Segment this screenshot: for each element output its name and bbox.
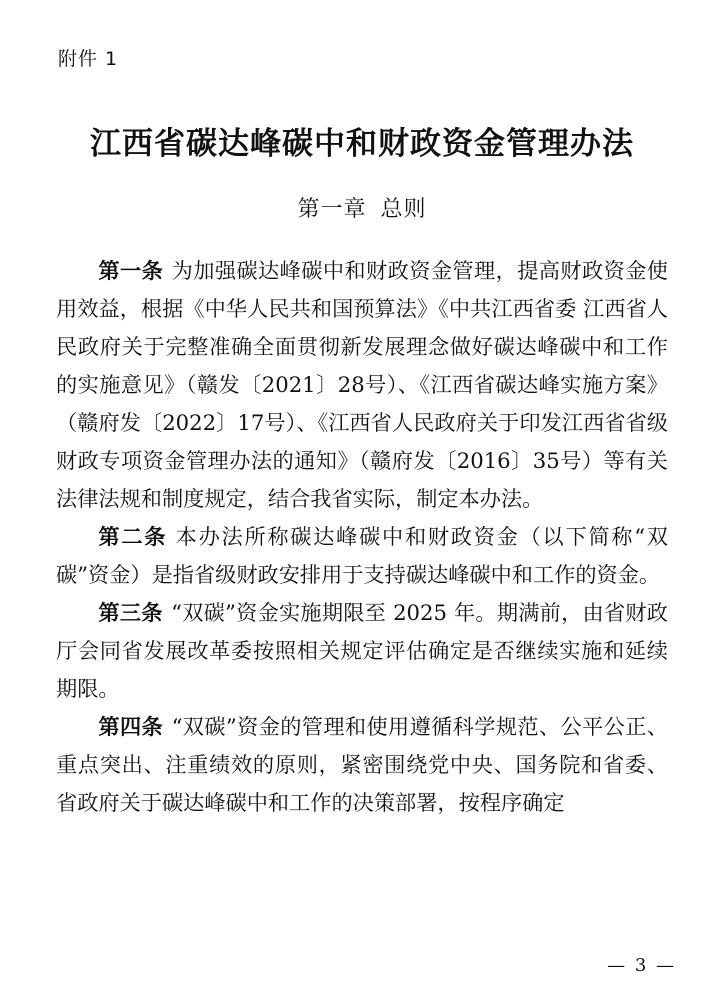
- chapter-number: 第一章: [297, 197, 367, 222]
- article-1-text: 为加强碳达峰碳中和财政资金管理，提高财政资金使用效益，根据《中华人民共和国预算法》《中共江西省委 江西省人民政府关于完整准确全面贯彻新发展理念做好碳达峰碳中和工作的实施意见》（赣发〔2021〕28号）、《江西省碳达峰实施方案》（赣府发〔2022〕17号）、《江西省人民政府关于印发江西省省级财政专项资金管理办法的通知》（赣府发〔2016〕35号）等有关法律法规和制度规定，结合我省实际，制定本办法。: [56, 258, 668, 511]
- article-4-text: “双碳”资金的管理和使用遵循科学规范、公平公正、重点突出、注重绩效的原则，紧密围绕党中央、国务院和省委、省政府关于碳达峰碳中和工作的决策部署，按程序确定: [56, 714, 668, 815]
- article-3-text: “双碳”资金实施期限至 2025 年。期满前，由省财政厅会同省发展改革委按照相关规定评估确定是否继续实施和延续期限。: [56, 600, 668, 701]
- article-2-label: 第二条: [98, 524, 168, 549]
- article-2: [56, 518, 668, 594]
- article-4-label: 第四条: [98, 714, 164, 739]
- article-2-text: 本办法所称碳达峰碳中和财政资金（以下简称“双碳”资金）是指省级财政安排用于支持碳达峰碳中和工作的资金。: [56, 524, 668, 587]
- article-1: [56, 252, 668, 518]
- document-body: [56, 252, 668, 822]
- attachment-label: 附件 1: [58, 48, 119, 70]
- article-1-label: 第一条: [98, 258, 164, 283]
- article-4: [56, 708, 668, 822]
- article-3-label: 第三条: [98, 600, 163, 625]
- document-title: 江西省碳达峰碳中和财政资金管理办法: [90, 126, 634, 162]
- article-3: [56, 594, 668, 708]
- page-number: — 3 —: [607, 955, 676, 976]
- chapter-name: 总则: [380, 197, 427, 222]
- chapter-heading: [0, 192, 724, 223]
